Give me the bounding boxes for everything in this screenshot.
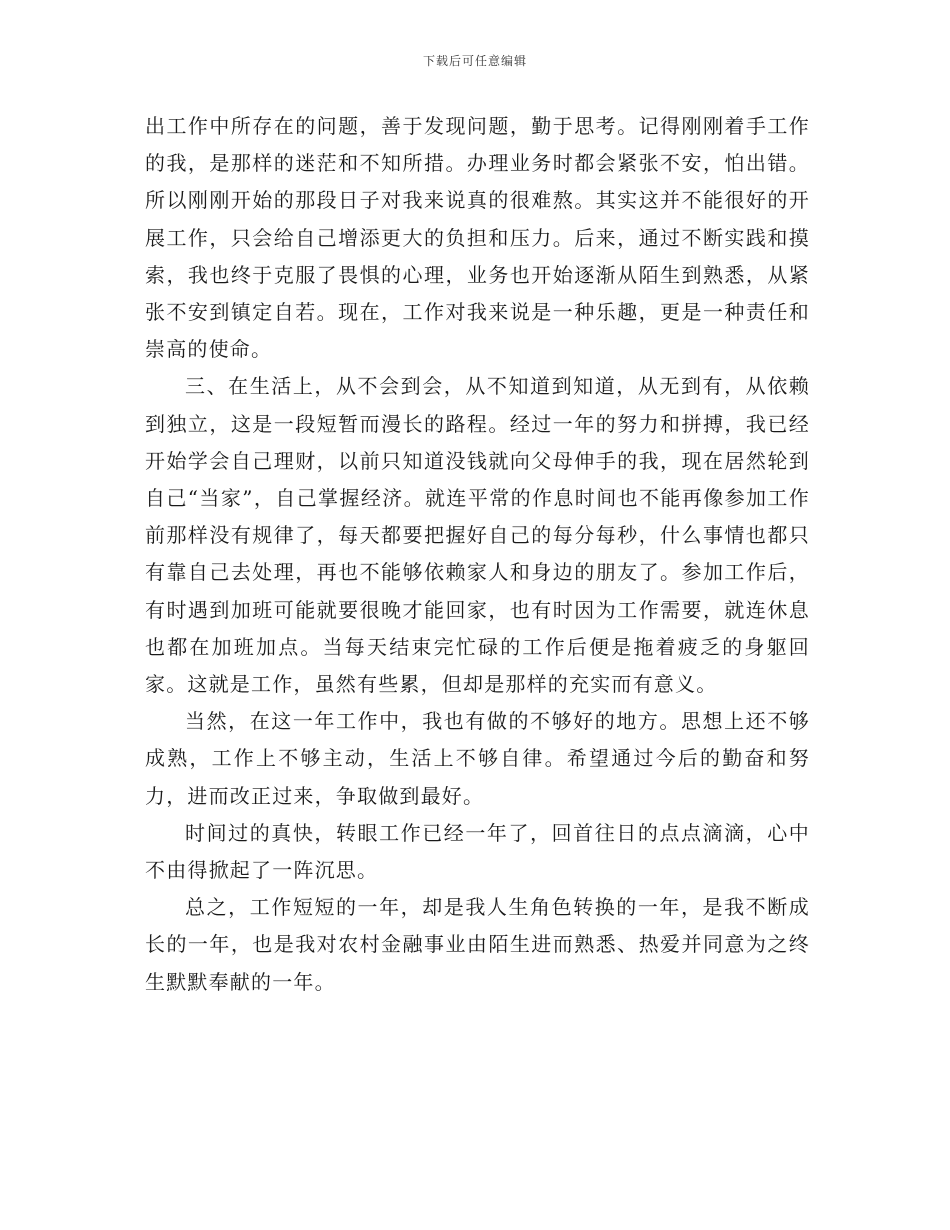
paragraph-continuation: 出工作中所存在的问题，善于发现问题，勤于思考。记得刚刚着手工作的我，是那样的迷茫和不知所措。办理业务时都会紧张不安，怕出错。所以刚刚开始的那段日子对我来说真的很难熬。其实这并不能很好的开展工作，只会给自己增添更大的负担和压力。后来，通过不断实践和摸索，我也终于克服了畏惧的心理，业务也开始逐渐从陌生到熟悉，从紧张不安到镇定自若。现在，工作对我来说是一种乐趣，更是一种责任和崇高的使命。 [145, 114, 810, 362]
paragraph-life: 三、在生活上，从不会到会，从不知道到知道，从无到有，从依赖到独立，这是一段短暂而漫长的路程。经过一年的努力和拼搏，我已经开始学会自己理财，以前只知道没钱就向父母伸手的我，现在居然轮到自己“当家”，自己掌握经济。就连平常的作息时间也不能再像参加工作前那样没有规律了，每天都要把握好自己的每分每秒，什么事情也都只有靠自己去处理，再也不能够依赖家人和身边的朋友了。参加工作后，有时遇到加班可能就要很晚才能回家，也有时因为工作需要，就连休息也都在加班加点。当每天结束完忙碌的工作后便是拖着疲乏的身躯回家。这就是工作，虽然有些累，但却是那样的充实而有意义。 [145, 374, 810, 697]
paragraph-shortcomings: 当然，在这一年工作中，我也有做的不够好的地方。思想上还不够成熟，工作上不够主动，生活上不够自律。希望通过今后的勤奋和努力，进而改正过来，争取做到最好。 [145, 709, 810, 808]
page-header: 下载后可任意编辑 [422, 54, 527, 68]
paragraph-reflection: 时间过的真快，转眼工作已经一年了，回首往日的点点滴滴，心中不由得掀起了一阵沉思。 [145, 820, 810, 883]
paragraph-conclusion: 总之，工作短短的一年，却是我人生角色转换的一年，是我不断成长的一年，也是我对农村金融事业由陌生进而熟悉、热爱并同意为之终生默默奉献的一年。 [145, 895, 810, 994]
document-body [145, 108, 810, 1001]
